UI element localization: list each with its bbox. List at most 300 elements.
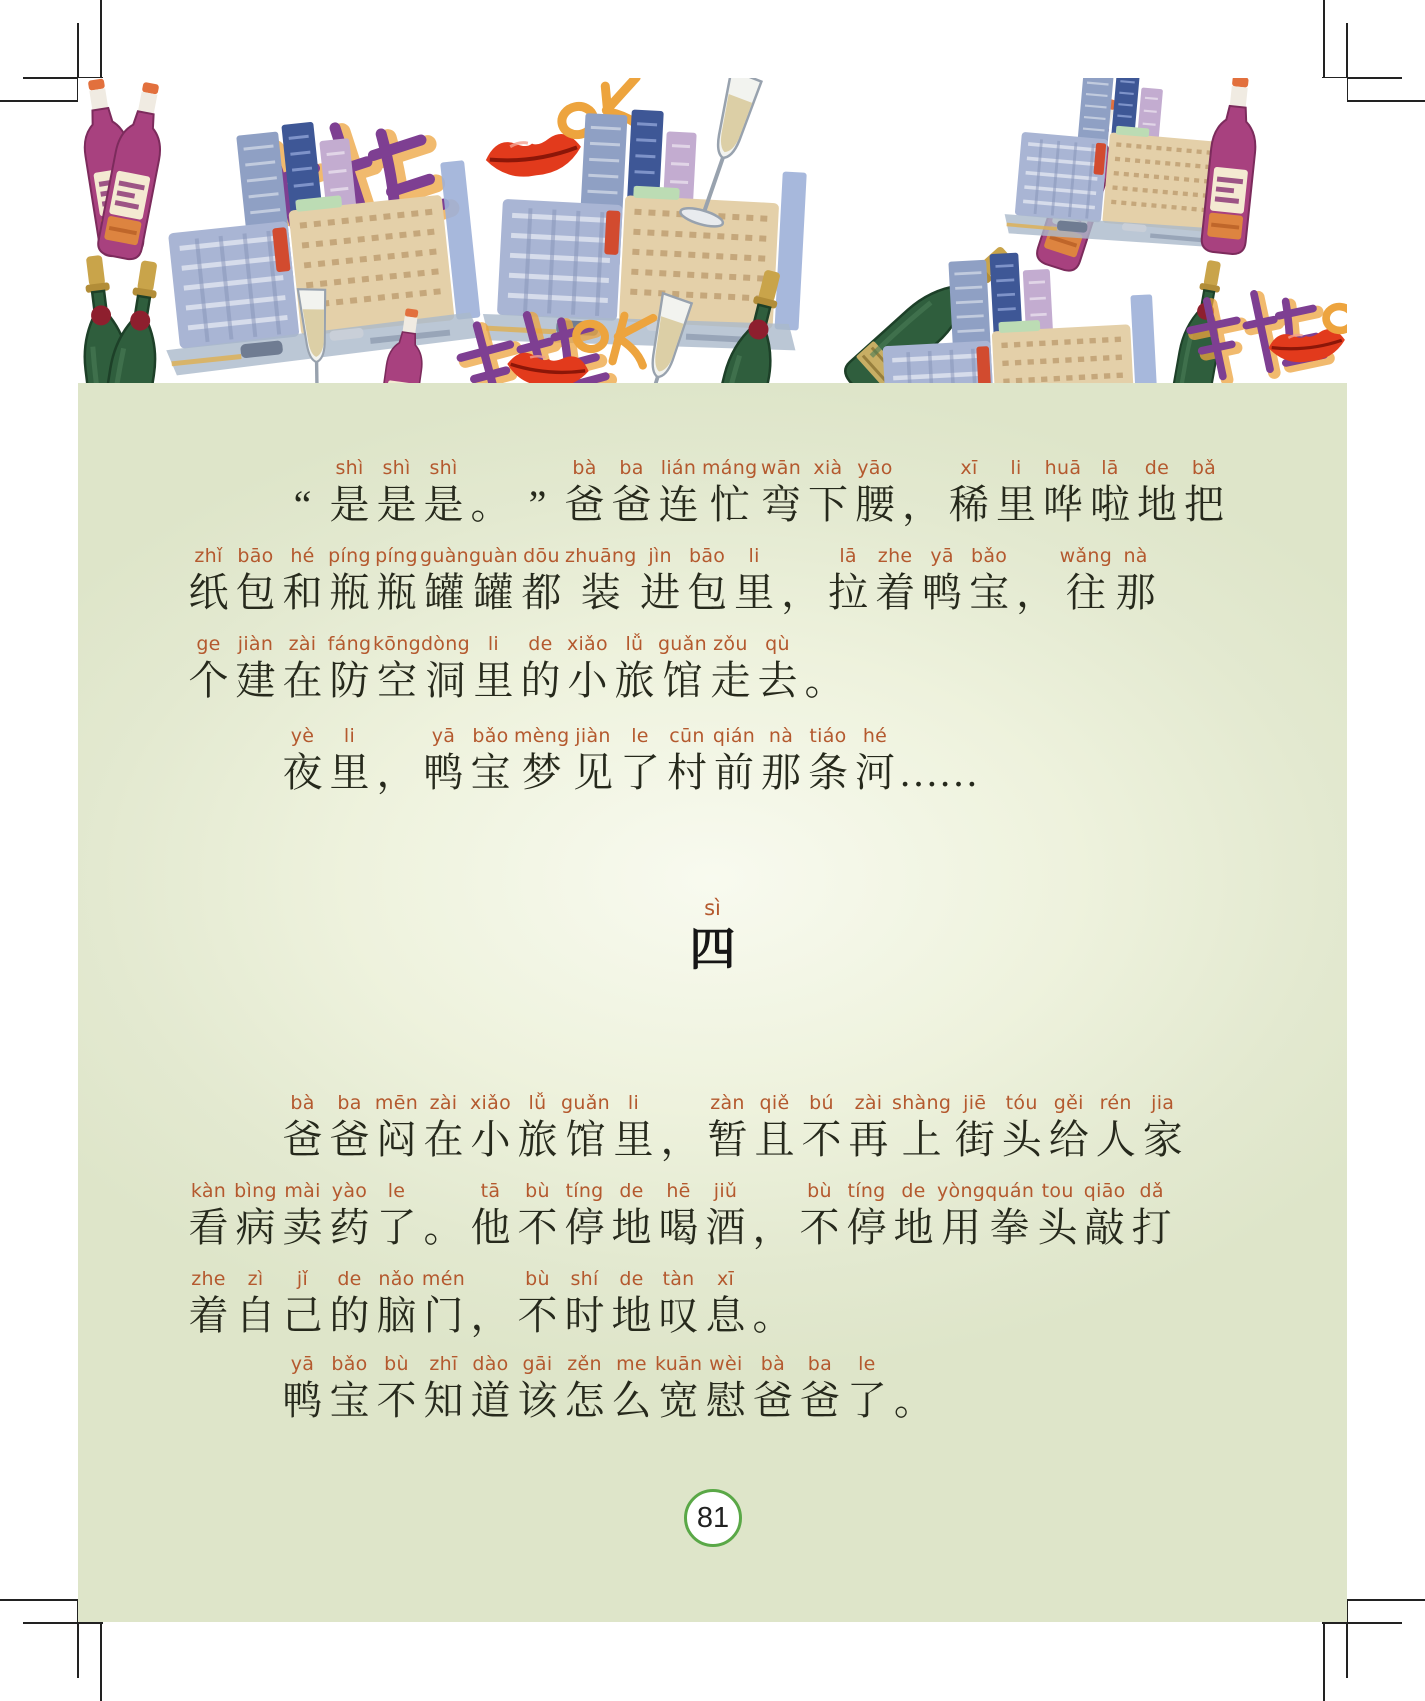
pinyin-annotation: bìng (234, 1180, 277, 1202)
content-area (78, 383, 1347, 1622)
pinyin-annotation: xià (813, 457, 843, 479)
ruby-token (467, 1266, 514, 1340)
ruby-token (326, 1178, 373, 1252)
ruby-token (467, 723, 514, 797)
hanzi-character: 拳 (989, 1205, 1030, 1250)
pinyin-annotation: zì (247, 1268, 264, 1290)
paragraph (185, 723, 979, 811)
pinyin-annotation: xiǎo (470, 1092, 511, 1114)
ruby-token (373, 1178, 420, 1252)
pinyin-annotation: me (616, 1353, 647, 1375)
hanzi-character: 里 (995, 482, 1036, 527)
ruby-token (420, 1090, 467, 1164)
pinyin-annotation: shì (429, 457, 458, 479)
pinyin-annotation: ba (619, 457, 644, 479)
ruby-token (1081, 1178, 1128, 1252)
hanzi-character: 不 (517, 1205, 558, 1250)
ruby-token (1039, 455, 1086, 529)
section-number: 四 (689, 924, 736, 975)
paragraph (185, 455, 1227, 719)
hanzi-character: 停 (846, 1205, 887, 1250)
ruby-token (326, 1351, 373, 1425)
pinyin-annotation: zhe (191, 1268, 226, 1290)
pinyin-annotation: de (619, 1268, 644, 1290)
ruby-token (617, 723, 664, 797)
hanzi-character: 纸 (188, 570, 229, 615)
hanzi-character: ， (376, 750, 417, 795)
ruby-token (843, 1178, 890, 1252)
hanzi-character: 弯 (760, 482, 801, 527)
ruby-token (637, 543, 684, 617)
crop-mark (1322, 1622, 1402, 1624)
hanzi-character: 空 (376, 658, 417, 703)
ruby-token (514, 1090, 561, 1164)
hanzi-character: 地 (1136, 482, 1177, 527)
ruby-token (757, 455, 804, 529)
page-number: 81 (696, 1501, 730, 1534)
ruby-token (937, 1178, 985, 1252)
pinyin-annotation: hé (290, 545, 315, 567)
hanzi-character: 不 (517, 1293, 558, 1338)
hanzi-character: 知 (423, 1378, 464, 1423)
ruby-token (514, 1266, 561, 1340)
pinyin-annotation: ba (337, 1092, 362, 1114)
ruby-token (420, 1351, 467, 1425)
hanzi-character: 里 (329, 750, 370, 795)
hanzi-character: 的 (329, 1293, 370, 1338)
hanzi-character: 罐 (473, 570, 514, 615)
pinyin-annotation: lǚ (625, 633, 644, 655)
hanzi-character: 那 (761, 750, 802, 795)
pinyin-annotation: bà (290, 1092, 315, 1114)
hanzi-character: ， (781, 570, 822, 615)
text-line (185, 543, 1227, 617)
hanzi-character: 爸 (564, 482, 605, 527)
hanzi-character: 啦 (1089, 482, 1130, 527)
ruby-token (919, 543, 966, 617)
hanzi-character: 怎 (564, 1378, 605, 1423)
pinyin-annotation: gāi (522, 1353, 553, 1375)
ruby-token (469, 543, 518, 617)
hanzi-character: 见 (573, 750, 614, 795)
ruby-token (279, 1090, 326, 1164)
hanzi-character: ， (901, 482, 942, 527)
ruby-token (467, 1178, 514, 1252)
hanzi-character: 喝 (658, 1205, 699, 1250)
section-header (78, 895, 1347, 975)
pinyin-annotation: wān (760, 457, 802, 479)
pinyin-annotation: jǐ (296, 1268, 309, 1290)
pinyin-annotation: bù (525, 1268, 550, 1290)
ruby-token (561, 1266, 608, 1340)
crop-mark (1347, 1599, 1425, 1601)
crop-mark (100, 1623, 102, 1701)
hanzi-character: 道 (470, 1378, 511, 1423)
hanzi-character: 的 (520, 658, 561, 703)
pinyin-annotation: bù (807, 1180, 832, 1202)
ruby-token (1086, 455, 1133, 529)
hanzi-character: 敲 (1084, 1205, 1125, 1250)
ruby-token (279, 723, 326, 797)
pinyin-annotation: qù (765, 633, 790, 655)
pinyin-annotation: guǎn (561, 1092, 610, 1114)
ruby-token (655, 455, 702, 529)
ruby-token (1180, 455, 1227, 529)
ruby-token (851, 455, 898, 529)
pinyin-annotation: ba (807, 1353, 833, 1375)
pinyin-annotation: bǎo (331, 1353, 368, 1375)
ruby-token (570, 723, 617, 797)
hanzi-character: 把 (1183, 482, 1224, 527)
section-pinyin: sì (704, 896, 721, 920)
ruby-token (1045, 1090, 1092, 1164)
hanzi-character: 瓶 (376, 570, 417, 615)
pinyin-annotation: bǎo (472, 725, 509, 747)
ruby-token (326, 1266, 373, 1340)
ruby-token (899, 723, 979, 797)
pinyin-annotation: zhī (429, 1353, 458, 1375)
pinyin-annotation: gěi (1053, 1092, 1084, 1114)
ruby-token (890, 1351, 937, 1425)
pinyin-annotation: zài (288, 633, 317, 655)
hanzi-character: ” (528, 482, 547, 527)
ruby-token (1034, 1178, 1081, 1252)
pinyin-annotation: yā (930, 545, 954, 567)
ruby-token (232, 1266, 279, 1340)
hanzi-character: 该 (517, 1378, 558, 1423)
pinyin-annotation: bǎ (1191, 457, 1217, 479)
ruby-token (185, 543, 232, 617)
pinyin-annotation: tou (1041, 1180, 1074, 1202)
ruby-token (373, 631, 421, 705)
ruby-token (279, 455, 326, 529)
pinyin-annotation: lā (839, 545, 857, 567)
ruby-token (731, 543, 778, 617)
hanzi-character: 打 (1131, 1205, 1172, 1250)
hanzi-character: 前 (714, 750, 755, 795)
pinyin-annotation: fáng (327, 633, 372, 655)
hanzi-character: 拉 (828, 570, 869, 615)
ruby-token (470, 631, 517, 705)
ruby-token (373, 455, 420, 529)
hanzi-character: 卖 (282, 1205, 323, 1250)
pinyin-annotation: kàn (190, 1180, 227, 1202)
hanzi-character: 时 (564, 1293, 605, 1338)
hanzi-character: 地 (611, 1293, 652, 1338)
hanzi-character: 头 (1037, 1205, 1078, 1250)
ruby-token (279, 1351, 326, 1425)
hanzi-character: 装 (580, 570, 621, 615)
pinyin-annotation: yào (331, 1180, 368, 1202)
hanzi-character: 爸 (282, 1117, 323, 1162)
hanzi-character: 防 (329, 658, 370, 703)
hanzi-character: 馆 (662, 658, 703, 703)
ruby-token (702, 1178, 749, 1252)
pinyin-annotation: guàn (420, 545, 469, 567)
hanzi-character: 慰 (705, 1378, 746, 1423)
pinyin-annotation: jia (1151, 1092, 1175, 1114)
ruby-token (1133, 455, 1180, 529)
hanzi-character: ， (470, 1293, 511, 1338)
page-number-badge (684, 1489, 742, 1547)
hanzi-character: 给 (1048, 1117, 1089, 1162)
ruby-token (561, 1178, 608, 1252)
ruby-token (514, 1178, 561, 1252)
hanzi-character: 夜 (282, 750, 323, 795)
hanzi-character: 宝 (470, 750, 511, 795)
hanzi-character: 和 (282, 570, 323, 615)
ruby-token (467, 455, 514, 529)
ruby-token (711, 723, 758, 797)
pinyin-annotation: qiāo (1083, 1180, 1126, 1202)
pinyin-annotation: zěn (567, 1353, 602, 1375)
hanzi-character: 小 (470, 1117, 511, 1162)
pinyin-annotation: zài (429, 1092, 458, 1114)
pinyin-annotation: dòng (420, 633, 470, 655)
ruby-token (1013, 543, 1060, 617)
hanzi-character: 鸭 (423, 750, 464, 795)
hanzi-character: 了 (376, 1205, 417, 1250)
ruby-token (564, 631, 611, 705)
pinyin-annotation: hē (666, 1180, 691, 1202)
ruby-token (421, 631, 470, 705)
pinyin-annotation: shì (382, 457, 411, 479)
paragraph (185, 1351, 937, 1439)
pinyin-annotation: li (627, 1092, 640, 1114)
pinyin-annotation: jiǔ (713, 1180, 738, 1202)
ruby-token (998, 1090, 1045, 1164)
pinyin-annotation: qiě (759, 1092, 790, 1114)
hanzi-character: 息 (705, 1293, 746, 1338)
hanzi-character: 不 (801, 1117, 842, 1162)
hanzi-character: 。 (893, 1378, 934, 1423)
text-line (279, 723, 979, 797)
hanzi-character: 建 (235, 658, 276, 703)
ruby-token (561, 455, 608, 529)
ruby-token (420, 1178, 467, 1252)
ruby-token (610, 1090, 657, 1164)
pinyin-annotation: bǎo (970, 545, 1008, 567)
ruby-token (804, 455, 851, 529)
ruby-token (326, 1090, 373, 1164)
pinyin-annotation: píng (328, 545, 371, 567)
pinyin-annotation: zǒu (713, 633, 748, 655)
hanzi-character: 药 (329, 1205, 370, 1250)
ruby-token (518, 543, 565, 617)
hanzi-character: 闷 (376, 1117, 417, 1162)
ruby-token (232, 1178, 279, 1252)
ruby-token (373, 1266, 420, 1340)
crop-mark (100, 0, 102, 78)
ruby-token (1128, 1178, 1175, 1252)
ruby-token (185, 631, 232, 705)
ruby-token (467, 1090, 514, 1164)
pinyin-annotation: lián (660, 457, 697, 479)
pinyin-annotation: bāo (237, 545, 274, 567)
hanzi-character: 里 (734, 570, 775, 615)
hanzi-character: 上 (901, 1117, 942, 1162)
ruby-token (945, 455, 992, 529)
hanzi-character: 且 (754, 1117, 795, 1162)
ruby-token (843, 1351, 890, 1425)
ruby-token (751, 1090, 798, 1164)
hanzi-character: 梦 (521, 750, 562, 795)
hanzi-character: 。 (752, 1293, 793, 1338)
paragraph (185, 1090, 1186, 1354)
hanzi-character: 己 (282, 1293, 323, 1338)
pinyin-annotation: tàn (662, 1268, 695, 1290)
pinyin-annotation: huā (1044, 457, 1082, 479)
ruby-token (279, 1266, 326, 1340)
hanzi-character: 瓶 (329, 570, 370, 615)
hanzi-character: 宝 (969, 570, 1010, 615)
pinyin-annotation: shí (570, 1268, 599, 1290)
karaoke-city-pattern (78, 78, 1347, 383)
hanzi-character: ， (752, 1205, 793, 1250)
pinyin-annotation: de (337, 1268, 362, 1290)
hanzi-character: 么 (611, 1378, 652, 1423)
pinyin-annotation: xī (716, 1268, 735, 1290)
ruby-token (608, 1266, 655, 1340)
pinyin-annotation: kuān (655, 1353, 703, 1375)
pinyin-annotation: yòng (937, 1180, 986, 1202)
ruby-token (658, 631, 707, 705)
ruby-token (852, 723, 899, 797)
pinyin-annotation: zhe (877, 545, 913, 567)
hanzi-character: 着 (875, 570, 916, 615)
pinyin-annotation: nà (1123, 545, 1148, 567)
hanzi-character: 爸 (329, 1117, 370, 1162)
ruby-token (326, 543, 373, 617)
pinyin-annotation: wǎng (1059, 545, 1113, 567)
pinyin-annotation: de (528, 633, 553, 655)
ruby-token (514, 723, 570, 797)
ruby-token (326, 631, 373, 705)
hanzi-character: 是 (376, 482, 417, 527)
ruby-token (467, 1351, 514, 1425)
hanzi-character: 在 (282, 658, 323, 703)
pinyin-annotation: dǎ (1139, 1180, 1164, 1202)
hanzi-character: 暂 (707, 1117, 748, 1162)
ruby-token (655, 1178, 702, 1252)
ruby-token (326, 455, 373, 529)
hanzi-character: 脑 (376, 1293, 417, 1338)
hanzi-character: 。 (470, 482, 511, 527)
ruby-token (608, 455, 655, 529)
ruby-token (796, 1351, 843, 1425)
hanzi-character: 叹 (658, 1293, 699, 1338)
pinyin-annotation: mēn (374, 1092, 419, 1114)
ruby-token (232, 631, 279, 705)
pinyin-annotation: wèi (709, 1353, 743, 1375)
ruby-token (985, 1178, 1034, 1252)
pinyin-annotation: tíng (847, 1180, 886, 1202)
ruby-token (1092, 1090, 1139, 1164)
pinyin-annotation: yāo (857, 457, 893, 479)
pinyin-annotation: nǎo (378, 1268, 415, 1290)
ruby-token (1139, 1090, 1186, 1164)
ruby-token (657, 1090, 704, 1164)
crop-mark (1323, 1623, 1325, 1701)
hanzi-character: 包 (687, 570, 728, 615)
ruby-token (373, 723, 420, 797)
pinyin-annotation: bú (809, 1092, 834, 1114)
pinyin-annotation: de (1144, 457, 1170, 479)
pinyin-annotation: zài (854, 1092, 883, 1114)
crop-mark (23, 1622, 103, 1624)
pinyin-annotation: de (619, 1180, 644, 1202)
pinyin-annotation: ge (196, 633, 221, 655)
hanzi-character: 连 (658, 482, 699, 527)
hanzi-character: 了 (846, 1378, 887, 1423)
pinyin-annotation: jiē (963, 1092, 987, 1114)
pinyin-annotation: yā (290, 1353, 315, 1375)
hanzi-character: 里 (473, 658, 514, 703)
ruby-token (373, 543, 420, 617)
ruby-token (279, 631, 326, 705)
text-line (185, 1178, 1186, 1252)
pinyin-annotation: píng (375, 545, 418, 567)
hanzi-character: ， (660, 1117, 701, 1162)
text-line (279, 455, 1227, 529)
pinyin-annotation: li (487, 633, 500, 655)
hanzi-character: 爸 (611, 482, 652, 527)
ruby-token (514, 455, 561, 529)
pinyin-annotation: guǎn (657, 633, 707, 655)
hanzi-character: “ (293, 482, 312, 527)
hanzi-character: 河 (855, 750, 896, 795)
hanzi-character: 。 (804, 658, 845, 703)
hanzi-character: 再 (848, 1117, 889, 1162)
ruby-token (749, 1178, 796, 1252)
hanzi-character: 罐 (424, 570, 465, 615)
hanzi-character: 着 (188, 1293, 229, 1338)
hanzi-character: 头 (1001, 1117, 1042, 1162)
ruby-token (798, 1090, 845, 1164)
text-line (279, 1351, 937, 1425)
ruby-token (561, 1351, 608, 1425)
pinyin-annotation: lā (1101, 457, 1119, 479)
hanzi-character: 那 (1115, 570, 1156, 615)
ruby-token (704, 1090, 751, 1164)
pinyin-annotation: nà (768, 725, 794, 747)
hanzi-character: 旅 (517, 1117, 558, 1162)
hanzi-character: 是 (329, 482, 370, 527)
ruby-token (517, 631, 564, 705)
ruby-token (373, 1090, 420, 1164)
pinyin-annotation: máng (702, 457, 758, 479)
hanzi-character: 里 (613, 1117, 654, 1162)
pinyin-annotation: cūn (669, 725, 705, 747)
pinyin-annotation: lǚ (528, 1092, 547, 1114)
hanzi-character: 包 (235, 570, 276, 615)
pinyin-annotation: tā (480, 1180, 501, 1202)
pinyin-annotation: bù (525, 1180, 550, 1202)
ruby-token (778, 543, 825, 617)
crop-mark (1323, 0, 1325, 78)
pinyin-annotation: de (901, 1180, 926, 1202)
crop-mark (0, 1599, 78, 1601)
hanzi-character: 哗 (1042, 482, 1083, 527)
ruby-token (892, 1090, 951, 1164)
hanzi-character: 爸 (799, 1378, 840, 1423)
hanzi-character: 小 (567, 658, 608, 703)
text-line (185, 1266, 1186, 1340)
hanzi-character: 去 (757, 658, 798, 703)
hanzi-character: 村 (667, 750, 708, 795)
ruby-token (707, 631, 754, 705)
hanzi-character: 了 (620, 750, 661, 795)
